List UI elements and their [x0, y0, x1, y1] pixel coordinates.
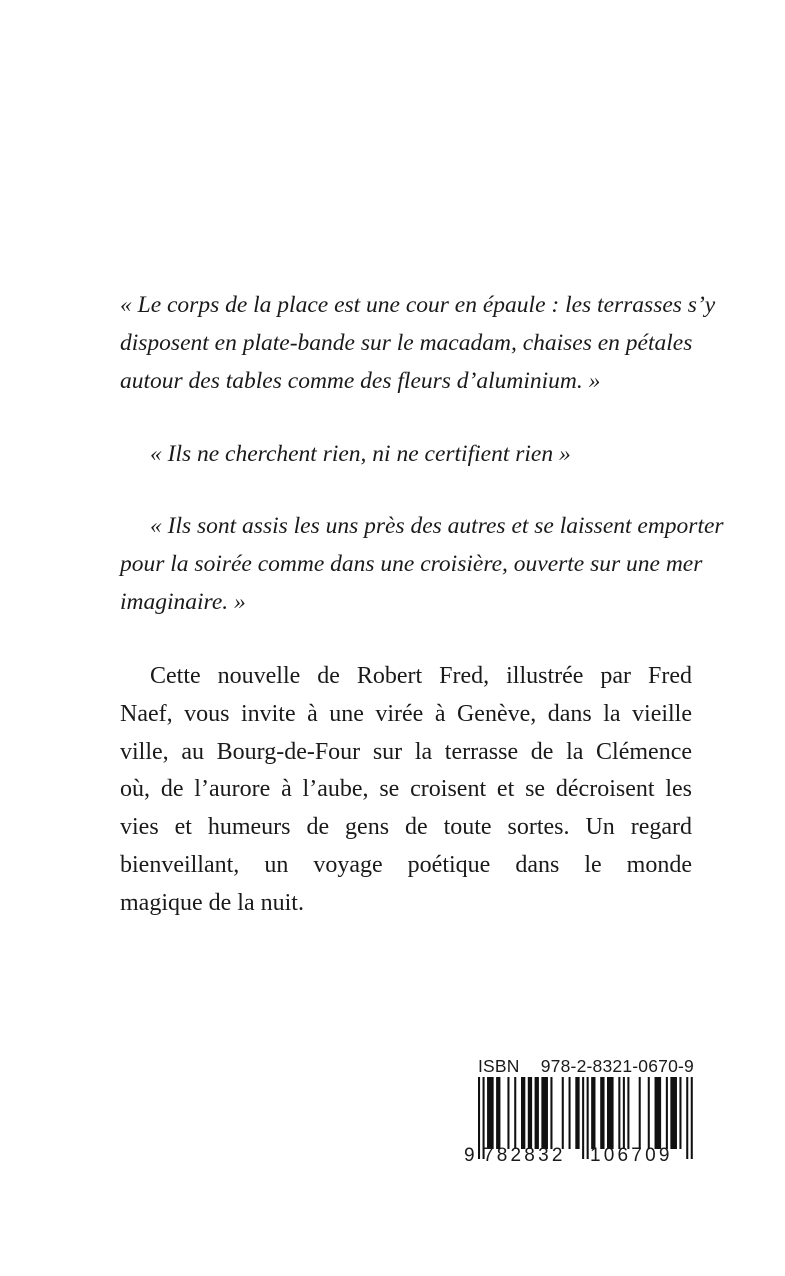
- barcode-bar: [575, 1077, 579, 1149]
- barcode-bar: [666, 1077, 668, 1149]
- quote-line: autour des tables comme des fleurs d’aluminium. »: [120, 367, 601, 394]
- barcode-bar: [648, 1077, 650, 1149]
- barcode-bar: [507, 1077, 509, 1149]
- barcode-bar: [541, 1077, 548, 1149]
- book-description: [120, 658, 692, 923]
- barcode-bar: [587, 1077, 589, 1159]
- barcode-bar: [691, 1077, 693, 1159]
- quote-line: pour la soirée comme dans une croisière, ouverte sur une mer: [120, 550, 703, 577]
- quote-3: [120, 508, 724, 621]
- barcode-bar: [535, 1077, 539, 1149]
- barcode-bar: [496, 1077, 500, 1149]
- barcode-bar: [670, 1077, 677, 1149]
- barcode-right-digits: 106709: [590, 1145, 673, 1166]
- quote-2: [120, 436, 692, 474]
- barcode-bar: [521, 1077, 525, 1149]
- barcode-bar: [623, 1077, 625, 1149]
- barcode-bar: [607, 1077, 614, 1149]
- barcode-bar: [562, 1077, 564, 1149]
- quote-line: « Ils sont assis les uns près des autres et se laissent emporter: [150, 513, 724, 539]
- barcode-bar: [569, 1077, 571, 1149]
- description-line: magique de la nuit.: [120, 889, 304, 916]
- barcode-bar: [627, 1077, 629, 1149]
- barcode-bar: [582, 1077, 584, 1159]
- barcode-bar: [639, 1077, 641, 1149]
- barcode-bar: [679, 1077, 681, 1149]
- description-line: ville, au Bourg-de-Four sur la terrasse de la Clémence: [120, 738, 692, 765]
- barcode-bar: [591, 1077, 595, 1149]
- barcode-bar: [600, 1077, 604, 1149]
- barcode-bar: [528, 1077, 532, 1149]
- barcode-bar: [514, 1077, 516, 1149]
- description-line: Cette nouvelle de Robert Fred, illustrée par Fred: [150, 663, 692, 689]
- quote-line: « Le corps de la place est une cour en épaule : les terrasses s’y: [120, 292, 716, 318]
- quote-1: [120, 287, 716, 400]
- description-line: vies et humeurs de gens de toute sortes. Un regard: [120, 814, 692, 841]
- description-line: Naef, vous invite à une virée à Genève, dans la vieille: [120, 700, 692, 727]
- barcode-bar: [478, 1077, 480, 1159]
- quote-line: disposent en plate-bande sur le macadam, chaises en pétales: [120, 329, 693, 356]
- barcode-bar: [655, 1077, 662, 1149]
- barcode-left-digits: 782832: [483, 1145, 566, 1166]
- quote-line: imaginaire. »: [120, 588, 246, 615]
- barcode-bar: [618, 1077, 620, 1149]
- barcode-bar: [550, 1077, 552, 1149]
- quote-line: « Ils ne cherchent rien, ni ne certifient rien »: [150, 441, 571, 467]
- description-line: où, de l’aurore à l’aube, se croisent et se décroisent les: [120, 776, 692, 803]
- barcode-bar: [487, 1077, 494, 1149]
- isbn-label: ISBN 978-2-8321-0670-9: [478, 1056, 694, 1076]
- barcode-first-digit: 9: [464, 1145, 475, 1166]
- description-line: bienveillant, un voyage poétique dans le monde: [120, 851, 692, 878]
